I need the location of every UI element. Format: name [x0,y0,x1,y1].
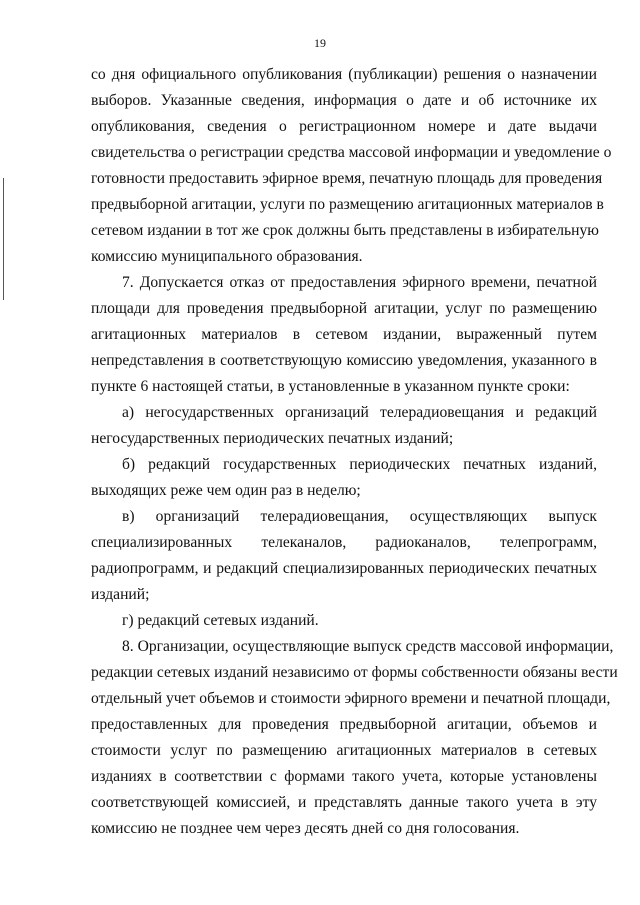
text-line: стоимости услуг по размещению агитационных материалов в сетевых [91,742,597,759]
text-line: опубликования, сведения о регистрационном номере и дате выдачи [91,118,597,135]
text-line: негосударственных периодических печатных изданий; [91,430,454,447]
paragraph [91,400,597,452]
text-line: радиопрограмм, и редакций специализированных периодических печатных [91,560,597,577]
text-line: специализированных телеканалов, радиоканалов, телепрограмм, [91,534,597,551]
document-body [91,62,618,842]
text-line: изданиях в соответствии с формами такого учета, которые установлены [91,768,597,785]
paragraph [91,608,597,634]
paragraph [91,62,612,270]
text-line: свидетельства о регистрации средства массовой информации и уведомление о [91,144,612,161]
text-line: со дня официального опубликования (публикации) решения о назначении [91,66,597,83]
text-line: непредставления в соответствующую комиссию уведомления, указанного в [91,352,597,369]
text-line: отдельный учет объемов и стоимости эфирного времени и печатной площади, [91,690,611,707]
text-line: г) редакций сетевых изданий. [122,612,319,629]
text-line: в) организаций телерадиовещания, осуществляющих выпуск [122,508,597,525]
paragraph [91,452,597,504]
paragraph [91,270,597,400]
text-line: предвыборной агитации, услуги по размещению агитационных материалов в [91,196,604,213]
paragraph [91,634,618,842]
text-line: 8. Организации, осуществляющие выпуск средств массовой информации, [122,638,614,655]
text-line: редакции сетевых изданий независимо от формы собственности обязаны вести [91,664,618,681]
text-line: комиссию муниципального образования. [91,248,363,265]
margin-line [3,178,4,300]
page-number: 19 [314,36,326,50]
text-line: агитационных материалов в сетевом издании, выраженный путем [91,326,597,343]
text-line: б) редакций государственных периодических печатных изданий, [122,456,597,473]
paragraph [91,504,597,608]
text-line: предоставленных для проведения предвыборной агитации, объемов и [91,716,597,733]
text-line: а) негосударственных организаций телерадиовещания и редакций [122,404,597,421]
text-line: выходящих реже чем один раз в неделю; [91,482,361,499]
text-line: 7. Допускается отказ от предоставления эфирного времени, печатной [122,274,597,291]
text-line: пункте 6 настоящей статьи, в установленные в указанном пункте сроки: [91,378,570,395]
text-line: площади для проведения предвыборной агитации, услуг по размещению [91,300,597,317]
text-line: комиссию не позднее чем через десять дней со дня голосования. [91,820,520,837]
text-line: выборов. Указанные сведения, информация о дате и об источнике их [91,92,597,109]
text-line: изданий; [91,586,150,603]
text-line: сетевом издании в тот же срок должны быть представлены в избирательную [91,222,599,239]
text-line: готовности предоставить эфирное время, печатную площадь для проведения [91,170,603,187]
text-line: соответствующей комиссией, и представлять данные такого учета в эту [91,794,597,811]
